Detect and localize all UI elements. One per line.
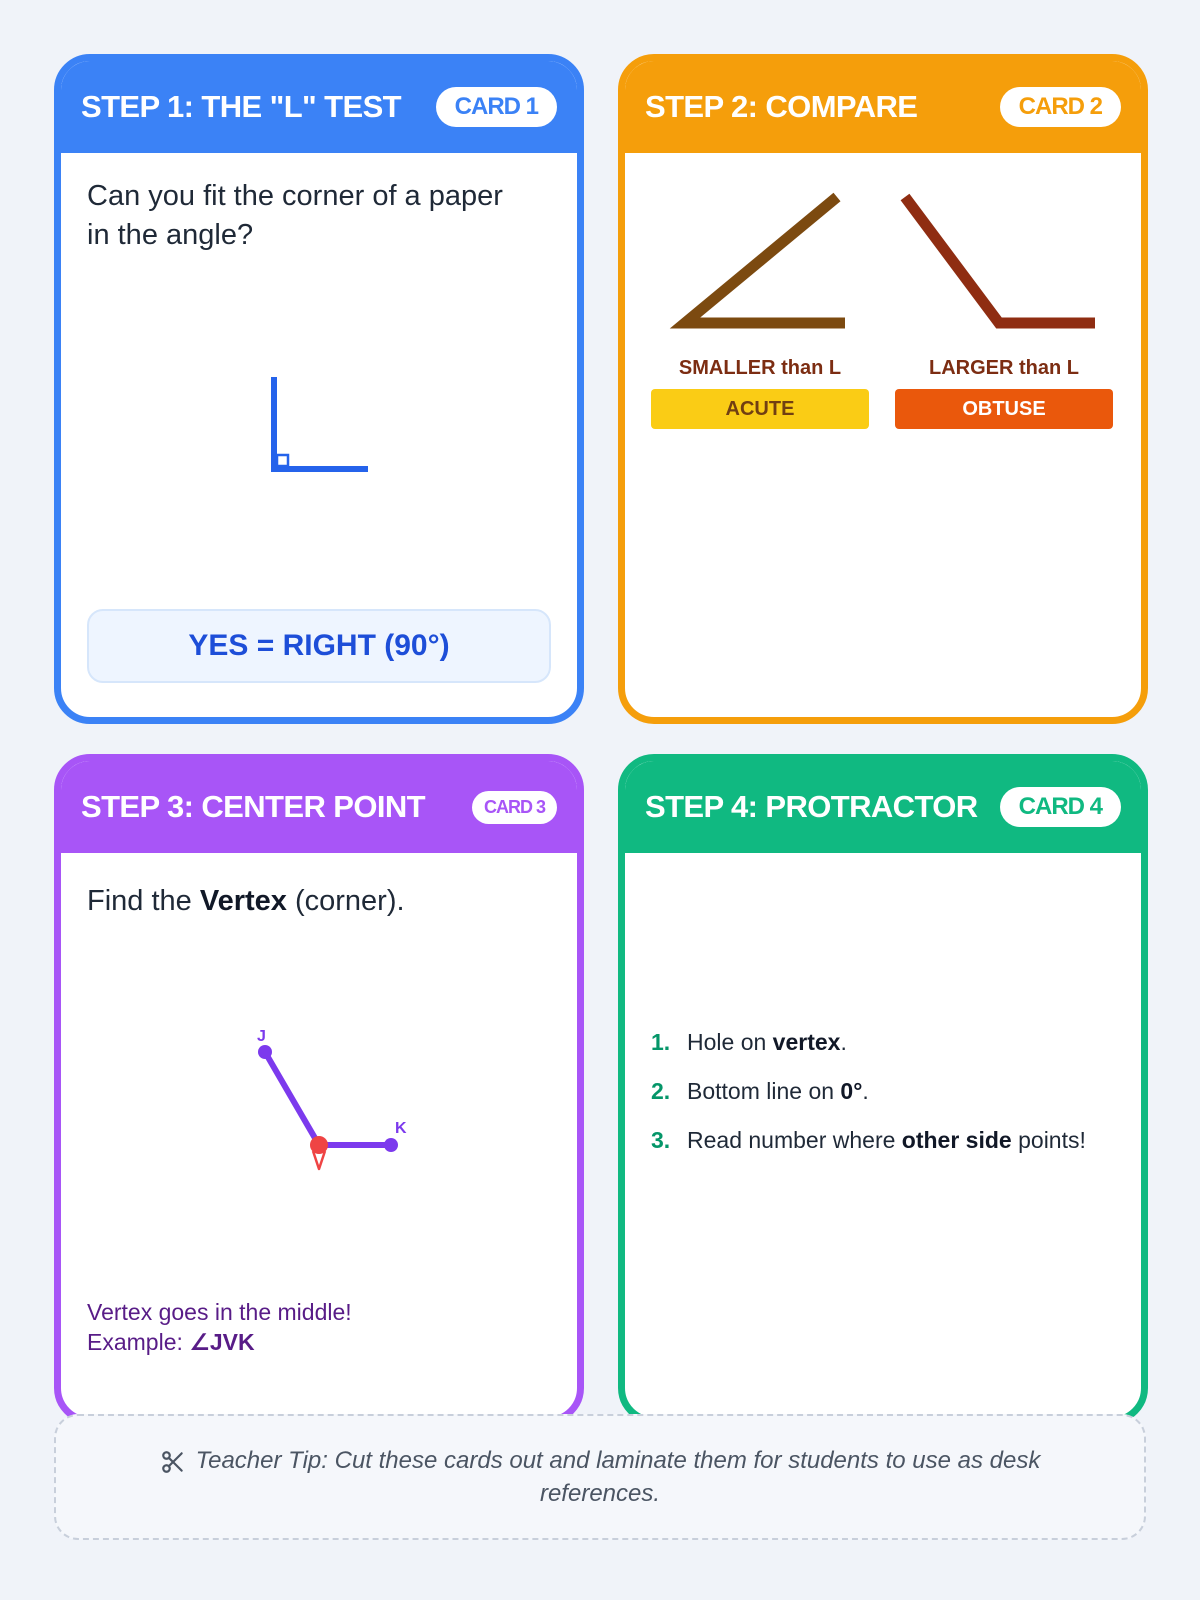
card-step-1 — [54, 54, 584, 724]
protractor-steps — [651, 1029, 1131, 1176]
card-step-3 — [54, 754, 584, 1424]
label-k: K — [395, 1120, 407, 1137]
card-title: STEP 2: COMPARE — [645, 89, 918, 124]
right-angle-diagram — [256, 361, 386, 481]
teacher-tip-box — [54, 1414, 1146, 1540]
label-j: J — [257, 1028, 266, 1045]
example-angle: ∠JVK — [189, 1329, 255, 1355]
card-number-badge: CARD 3 — [472, 791, 557, 824]
card-step-2 — [618, 54, 1148, 724]
scissors-icon — [160, 1449, 186, 1475]
card-header — [625, 61, 1141, 153]
answer-box: YES = RIGHT (90°) — [87, 609, 551, 683]
card-prompt: Find the Vertex (corner). — [87, 885, 405, 917]
point-k — [384, 1138, 398, 1152]
card-title: STEP 4: PROTRACTOR — [645, 789, 978, 824]
obtuse-angle-diagram — [895, 181, 1105, 331]
obtuse-badge: OBTUSE — [895, 389, 1113, 429]
list-item: 3. Read number where other side points! — [651, 1127, 1086, 1153]
acute-angle-diagram — [665, 181, 855, 331]
list-item: 2. Bottom line on 0°. — [651, 1078, 869, 1104]
card-header — [625, 761, 1141, 853]
obtuse-description: LARGER than L — [929, 357, 1079, 379]
vertex-angle-diagram — [231, 1021, 431, 1191]
card-title: STEP 3: CENTER POINT — [81, 789, 425, 824]
teacher-tip-text: Teacher Tip: Cut these cards out and laminate them for students to use as desk references. — [195, 1447, 1041, 1507]
card-number-badge: CARD 4 — [1000, 787, 1121, 827]
card-header — [61, 761, 577, 853]
acute-description: SMALLER than L — [678, 357, 842, 379]
vertex-note-line: Vertex goes in the middle! — [87, 1299, 352, 1325]
point-j — [258, 1045, 272, 1059]
card-header — [61, 61, 577, 153]
card-number-badge: CARD 2 — [1000, 87, 1121, 127]
card-number-badge: CARD 1 — [436, 87, 557, 127]
vertex-note: Vertex goes in the middle! Example: ∠JVK — [87, 1299, 352, 1355]
list-item: 1. Hole on vertex. — [651, 1029, 847, 1055]
card-step-4 — [618, 754, 1148, 1424]
card-title: STEP 1: THE "L" TEST — [81, 89, 401, 124]
acute-badge: ACUTE — [651, 389, 869, 429]
card-prompt: Can you fit the corner of a paper in the angle? — [87, 180, 503, 251]
